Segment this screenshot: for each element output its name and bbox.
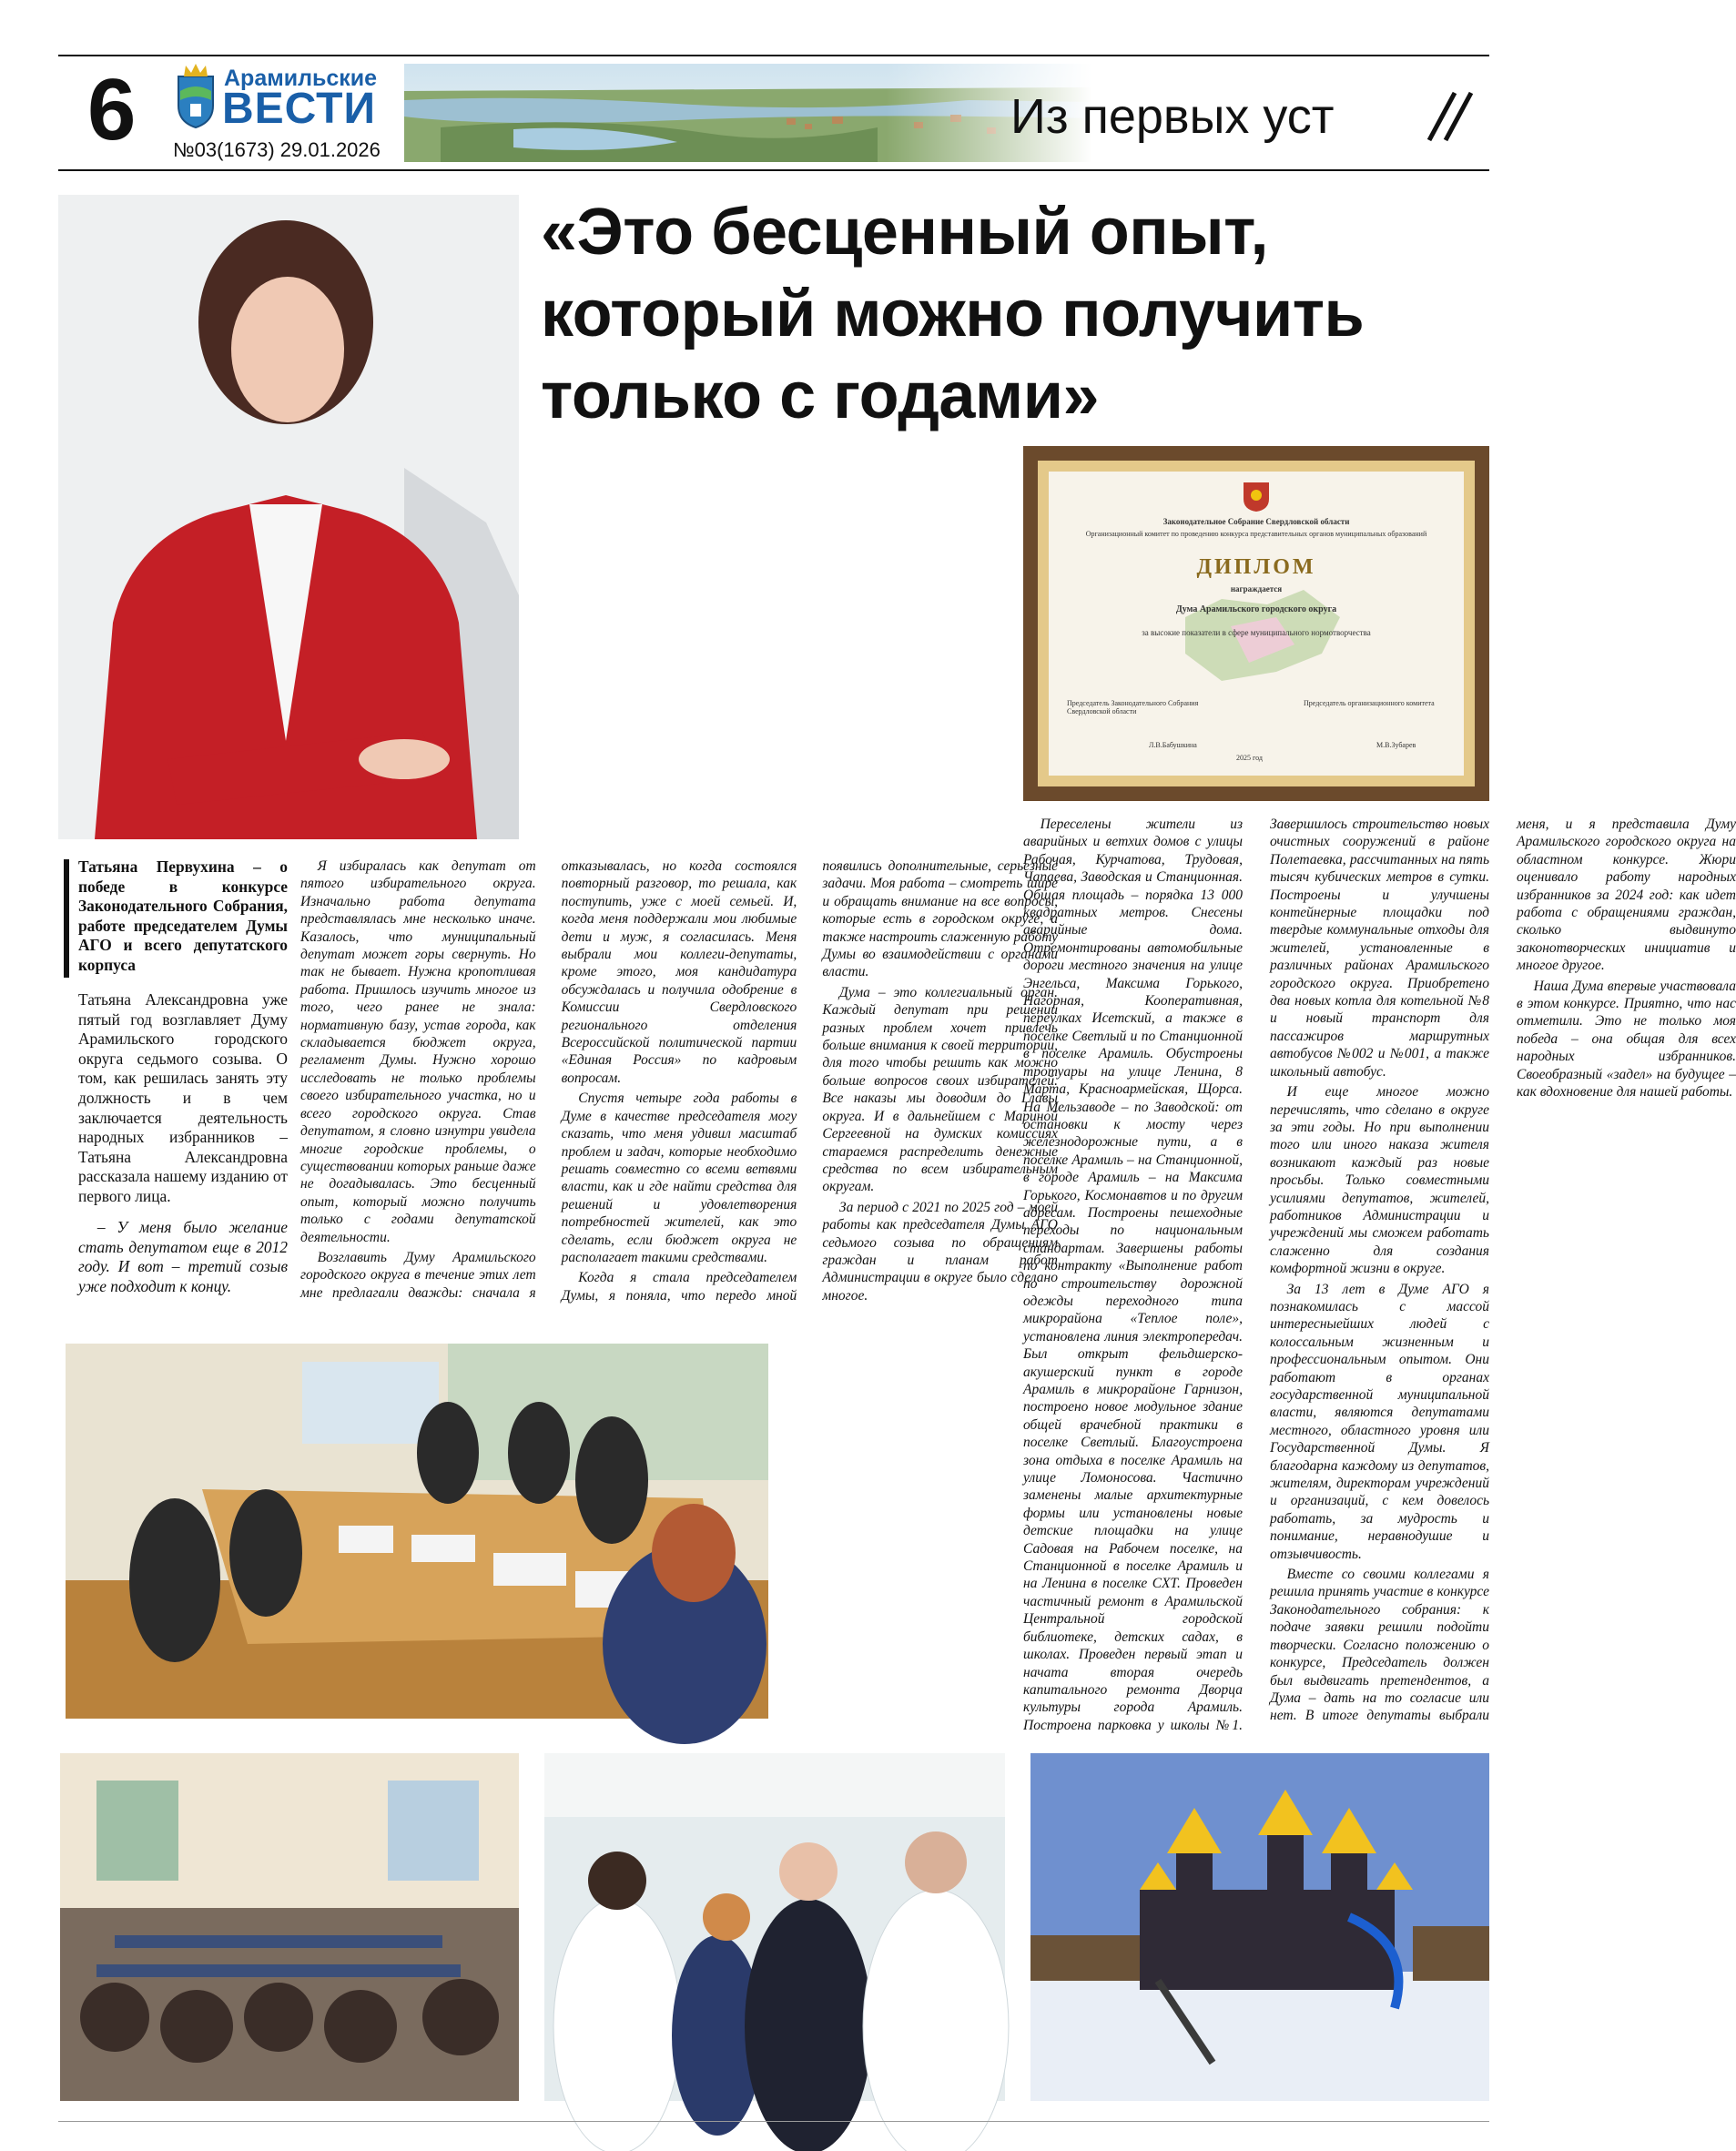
headline-line-1: «Это бесценный опыт, [541, 196, 1269, 269]
body-p7: Переселены жители из аварийных и ветхих домов с улицы Рабочая, Курчатова, Трудовая, Чапаева, Заводская и Станционная. Общая площадь – порядка 13 000 квадратных метров. Снесены аварийные дома. Отремонтированы автомобильные дороги местного значения на улице Энгельса, Максима Горького, Нагорная, Кооперативная, переулках Исетский, а также в поселке Светлый и по Станционной в поселке Арамиль. Обустроены тротуары на улице Ленина, 8 Марта, Красноармейская, Щорса. На Мельзаводе – по Заводской: от остановки к мосту через железнодорожные пути, а в поселке Арамиль – на Станционной, в городе Арамиль – на Максима Горького, Космонавтов и по другим адресам. Построены пешеходные переходы по национальным стандартам. Завершены работы по контракту «Выполнение работ по строительству дорожной одежды переходного типа микрорайона «Теплое поле», установлена линия электропередач. Был открыт фельдшерско-акушерский пункт в городе Арамиль в микрорайоне Гарнизон, построено новое модульное здание общей врачебной практики в поселке Светлый. Благоустроена зона отдыха в поселке Арамиль на улице Ломоносова. Частично заменены малые архитектурные формы или установлены новые детские площадки на улице Садовая на Рабочем поселке, на Станционной в поселке Арамиль и на Ленина в поселке СХТ. Проведен частичный ремонт в Арамильской Центральной городской библиотеке, детских садах, в школах. Проведен первый этап и начата вторая очередь капитального ремонта Дворца культуры города Арамиль. Построена парковка у школы №1. Завершилось строительство новых очистных сооружений в районе Полетаевка, рассчитанных на пять тысяч кубических метров в сутки. Построены и улучшены контейнерные площадки под твердые коммунальные отходы для жителей, установленные в различных районах Арамильского городского округа. Приобретено два новых котла для котельной №8 и новый транспорт для пассажиров маршрутных автобусов №002 и №001, а также школьный автобус. [1023, 817, 1489, 1733]
article-body [300, 857, 1058, 1316]
article-body-right [1023, 816, 1736, 1737]
diploma-awarded: награждается [1230, 584, 1283, 594]
brand-top: Арамильские [224, 66, 378, 91]
hall-audience-photo [60, 1753, 519, 2101]
meeting-photo [66, 1344, 768, 1719]
quote-text: – У меня было желание стать депутатом еще в 2012 году. И вот – третий созыв уже подходит к концу. [78, 1218, 288, 1295]
caption-bar [64, 859, 69, 978]
body-p3: Спустя четыре года работы в Думе в качестве председателя могу сказать, что меня удивил масштаб проблем и задач, которые необходимо решать совместно со всеми ветвями власти, как и где найти средства для решений и удовлетворения потребностей жителей, как это сделать, если бюджет округа не располагает такими средствами. [561, 1091, 797, 1265]
diploma-right-signatory: Председатель организационного комитета [1304, 699, 1435, 707]
clinic-visit-photo [544, 1753, 1005, 2101]
bottom-rule [58, 2121, 1489, 2122]
photo-caption: Татьяна Первухина – о победе в конкурсе Законодательного Собрания, работе председателем Думы АГО и всего депутатского корпуса [78, 857, 288, 974]
rubric-slash-icon [1426, 89, 1475, 144]
headline [541, 191, 1487, 437]
body-p4: Когда я стала председателем Думы, я поняла, что передо мной появились дополнительные, серьезные задачи. Моя работа – смотреть шире и обращать внимание на все вопросы, которые есть в городском округе, а также настроить слаженную работу Думы во взаимодействии с органами власти. [561, 858, 1058, 1304]
diploma-photo [1023, 446, 1489, 801]
diploma-committee: Организационный комитет по проведению конкурса представительных органов муниципальных образований [1085, 530, 1427, 538]
rubric-title: Из первых уст [1010, 89, 1335, 144]
lead-text: Татьяна Александровна уже пятый год возглавляет Думу Арамильского городского округа седьмого созыва. О том, как решилась занять эту должность и в чем заключается деятельность народных избранников – Татьяна Александровна рассказала нашему изданию от первого лица. [78, 990, 288, 1205]
body-p11: Наша Дума впервые участвовала в этом конкурсе. Приятно, что нас отметили. Это не только моя победа – она общая для всех народных избранников. Своеобразный «задел» на будущее – как вдохновение для нашей работы. [1517, 978, 1736, 1101]
headline-line-2: который можно получить [541, 278, 1365, 350]
diploma-left-signatory: Председатель Законодательного Собрания Свердловской области [1067, 699, 1199, 715]
playground-photo [1030, 1753, 1489, 2101]
top-rule [58, 55, 1489, 56]
body-p2: Возглавить Думу Арамильского городского округа в течение этих лет мне предлагали дважды: сначала я отказывалась, но когда состоялся повторный разговор, то решала, как поступить, уже с моей семьей. И, когда меня поддержали мои любимые дети и муж, я согласилась. Меня выбрали мои коллеги-депутаты, кроме этого, моя кандидатура обсуждалась и получила одобрение в Комиссии Свердловского регионального отделения Всероссийской политической партии «Единая Россия» по кадровым вопросам. [300, 858, 797, 1301]
emblem-icon [1238, 477, 1274, 513]
body-p1: Я избиралась как депутат от пятого избирательного округа. Изначально работа депутата представлялась мне несколько иначе. Казалось, что муниципальный депутат может горы свернуть. Но так не бывает. Нужна кропотливая работа. Пришлось изучить многое из того, чего ранее не знала: нормативную базу, устав города, как складывается бюджет округа, регламент Думы. Нужно хорошо исследовать не только проблемы своего избирательного участка, но и всего городского округа. Став депутатом, я словно изнутри увидела многие городские проблемы, о существовании которых раньше даже не догадывалась. Это бесценный опыт, который можно получить только с годами депутатской деятельности. [300, 858, 536, 1245]
diploma-right-name: М.В.Зубарев [1376, 741, 1416, 749]
body-p6: За период с 2021 по 2025 год – моей работы как председателя Думы АГО седьмого созыва по обращениям граждан и планам работ Администрации в округе было сделано многое. [822, 1199, 1058, 1304]
body-p9: За 13 лет в Думе АГО я познакомилась с массой интересныейших людей с колоссальным жизненным и профессиональным опытом. Они работают в органах государственной муниципальной власти, являются депутатами местного, областного уровня или Государственной Думы. Я благодарна каждому из депутатов, жителям, директорам учреждений и организаций, с кем довелось работать, за мудрость и понимание, неравнодушие и отзывчивость. [1270, 1281, 1489, 1562]
lead-paragraph [78, 990, 288, 1207]
page-number: 6 [87, 61, 137, 158]
diploma-reason: за высокие показатели в сфере муниципального нормотворчества [1142, 628, 1371, 637]
diploma-recipient: Дума Арамильского городского округа [1175, 604, 1337, 614]
body-p8: И еще многое можно перечислять, что сделано в округе за эти годы. Но при выполнении того или иного наказа жителя возникают каждый раз новые просьбы. Только совместными усилиями депутатов, жителей, работников Администрации и учреждений мы сможем работать слаженно для создания комфортной жизни в округе. [1270, 1084, 1489, 1277]
body-p10: Вместе со своими коллегами я решила принять участие в конкурсе Законодательного собрания: к подаче заявки решили подойти творчески. Согласно положению о конкурсе, Председатель должен был выдвигать претендентов, а Дума – дать на то согласие или нет. В итоге депутаты выбрали меня, и я представила Думу Арамильского городского округа на областном конкурсе. Жюри оценивало работу народных избранников за 2024 год: как идет работа с обращениями граждан, сколько выдвинуто законотворческих инициатив и многое другое. [1270, 817, 1736, 1724]
headline-line-3: только с годами» [541, 360, 1099, 432]
landscape-banner-image [404, 64, 1092, 162]
portrait-photo [58, 195, 519, 839]
diploma-year: 2025 год [1236, 754, 1263, 762]
diploma-title: ДИПЛОМ [1196, 555, 1316, 579]
diploma-org: Законодательное Собрание Свердловской области [1162, 517, 1350, 526]
issue-number: №03(1673) 29.01.2026 [173, 138, 381, 161]
masthead-bottom-rule [58, 169, 1489, 171]
coat-of-arms-icon [175, 64, 217, 129]
body-p5: Дума – это коллегиальный орган. Каждый депутат при решении разных проблем хочет привлечь больше внимания к своей территории, для того чтобы решить как можно больше вопросов своих избирателей. Все наказы мы доводим до Главы округа. И в дальнейшем с Мариной Сергеевной на думских комиссиях стараемся распределить денежные средства по всем избирательным округам. [822, 984, 1058, 1195]
diploma-left-name: Л.В.Бабушкина [1149, 741, 1197, 749]
brand-main: ВЕСТИ [222, 85, 376, 133]
col1-quote [78, 1218, 288, 1296]
